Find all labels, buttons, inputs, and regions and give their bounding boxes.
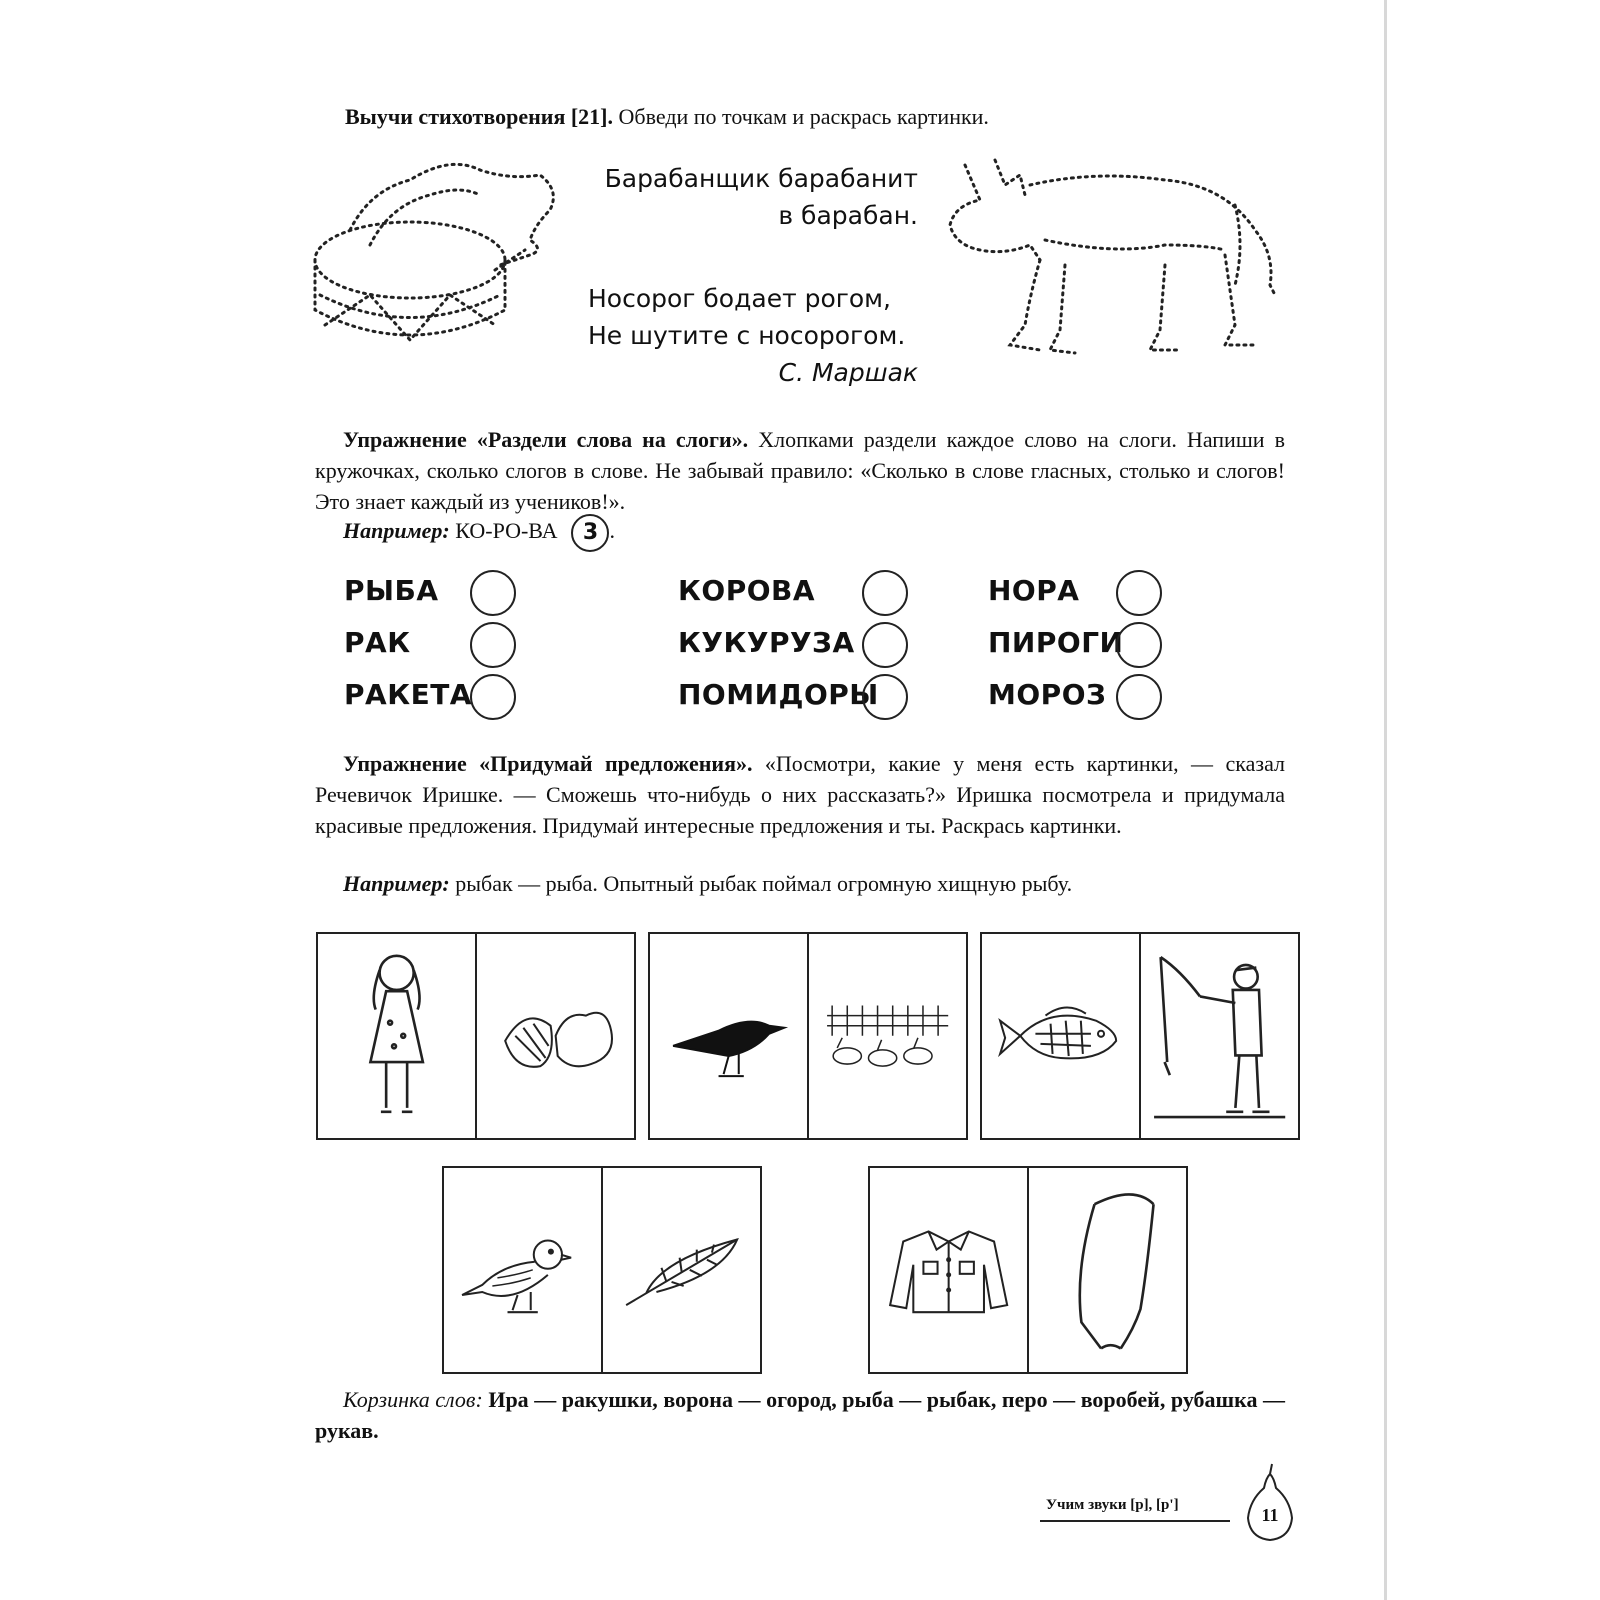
footer-title: Учим звуки [р], [р'] bbox=[1046, 1497, 1179, 1513]
word-col3-row1: НОРА bbox=[988, 574, 1080, 607]
drum-dotted-picture bbox=[310, 150, 570, 365]
poem2-author: С. Маршак bbox=[778, 358, 918, 387]
exercise1-paragraph bbox=[315, 424, 1285, 517]
exercise1-example bbox=[343, 514, 615, 552]
basket-text: Ира — ракушки, ворона — огород, рыба — рыбак, перо — воробей, рубашка — рукав. bbox=[315, 1387, 1285, 1443]
poem2-line1: Носорог бодает рогом, bbox=[588, 284, 891, 313]
page-edge bbox=[1384, 0, 1387, 1600]
fisherman-picture bbox=[1139, 934, 1298, 1138]
basket-label: Корзинка слов: bbox=[343, 1387, 483, 1412]
syllable-circle[interactable] bbox=[862, 570, 908, 616]
syllable-circle[interactable] bbox=[470, 622, 516, 668]
syllable-circle[interactable] bbox=[1116, 674, 1162, 720]
poem1-line2: в барабан. bbox=[778, 201, 918, 230]
picture-pair-sparrow-feather bbox=[442, 1166, 762, 1374]
poem2-line2: Не шутите с носорогом. bbox=[588, 321, 906, 350]
word-col2-row2: КУКУРУЗА bbox=[678, 626, 855, 659]
word-col2-row3: ПОМИДОРЫ bbox=[678, 678, 879, 711]
page-number: 11 bbox=[1261, 1505, 1279, 1525]
word-col3-row3: МОРОЗ bbox=[988, 678, 1107, 711]
exercise2-example-text: рыбак — рыба. Опытный рыбак поймал огромную хищную рыбу. bbox=[449, 871, 1073, 896]
garden-picture bbox=[807, 934, 966, 1138]
poem1-line1: Барабанщик барабанит bbox=[604, 164, 918, 193]
exercise2-example-label: Например: bbox=[343, 871, 450, 896]
shells-picture bbox=[475, 934, 634, 1138]
exercise1-example-label: Например: bbox=[343, 518, 450, 544]
intro-line bbox=[345, 101, 1285, 132]
rhino-dotted-picture bbox=[935, 145, 1285, 370]
intro-text: Обведи по точкам и раскрась картинки. bbox=[613, 104, 989, 129]
syllable-circle[interactable] bbox=[1116, 570, 1162, 616]
footer-rule bbox=[1040, 1520, 1230, 1522]
picture-pair-shirt-sleeve bbox=[868, 1166, 1188, 1374]
picture-pair-fish-fisherman bbox=[980, 932, 1300, 1140]
word-col1-row1: РЫБА bbox=[344, 574, 439, 607]
word-col1-row3: РАКЕТА bbox=[344, 678, 472, 711]
poem-drummer bbox=[588, 160, 918, 234]
syllable-circle[interactable] bbox=[862, 674, 908, 720]
exercise1-title: Упражнение «Раздели слова на слоги». bbox=[343, 427, 749, 452]
girl-picture bbox=[318, 934, 475, 1138]
word-basket bbox=[315, 1384, 1285, 1446]
example-syllable-circle: 3 bbox=[571, 514, 609, 552]
sparrow-picture bbox=[444, 1168, 601, 1372]
syllable-circle[interactable] bbox=[1116, 622, 1162, 668]
syllable-circle[interactable] bbox=[470, 570, 516, 616]
crow-picture bbox=[650, 934, 807, 1138]
exercise1-text: Хлопками раздели каждое слово на слоги. Напиши в кружочках, сколько слогов в слове. Не забывай правило: «Сколько в слове гласных, столько и слогов! Это знает каждый из учеников!». bbox=[315, 427, 1285, 514]
syllable-circle[interactable] bbox=[862, 622, 908, 668]
feather-picture bbox=[601, 1168, 760, 1372]
sleeve-picture bbox=[1027, 1168, 1186, 1372]
syllable-circle[interactable] bbox=[470, 674, 516, 720]
poem-rhino bbox=[588, 280, 918, 391]
exercise2-text: «Посмотри, какие у меня есть картинки, — сказал Речевичок Иришке. — Сможешь что-нибудь о них рассказать?» Иришка посмотрела и придумала красивые предложения. Придумай интересные предложения и ты. Раскрась картинки. bbox=[315, 751, 1286, 838]
picture-pair-girl-shells bbox=[316, 932, 636, 1140]
word-col1-row2: РАК bbox=[344, 626, 411, 659]
word-col2-row1: КОРОВА bbox=[678, 574, 816, 607]
picture-pair-crow-garden bbox=[648, 932, 968, 1140]
shirt-picture bbox=[870, 1168, 1027, 1372]
exercise1-example-end: . bbox=[609, 518, 615, 544]
exercise2-example bbox=[343, 868, 1283, 899]
intro-bold: Выучи стихотворения [21]. bbox=[345, 104, 613, 129]
word-col3-row2: ПИРОГИ bbox=[988, 626, 1124, 659]
exercise2-title: Упражнение «Придумай предложения». bbox=[343, 751, 753, 776]
fish-picture bbox=[982, 934, 1139, 1138]
exercise1-example-word: КО-РО-ВА bbox=[449, 518, 558, 544]
exercise2-paragraph bbox=[315, 748, 1285, 841]
